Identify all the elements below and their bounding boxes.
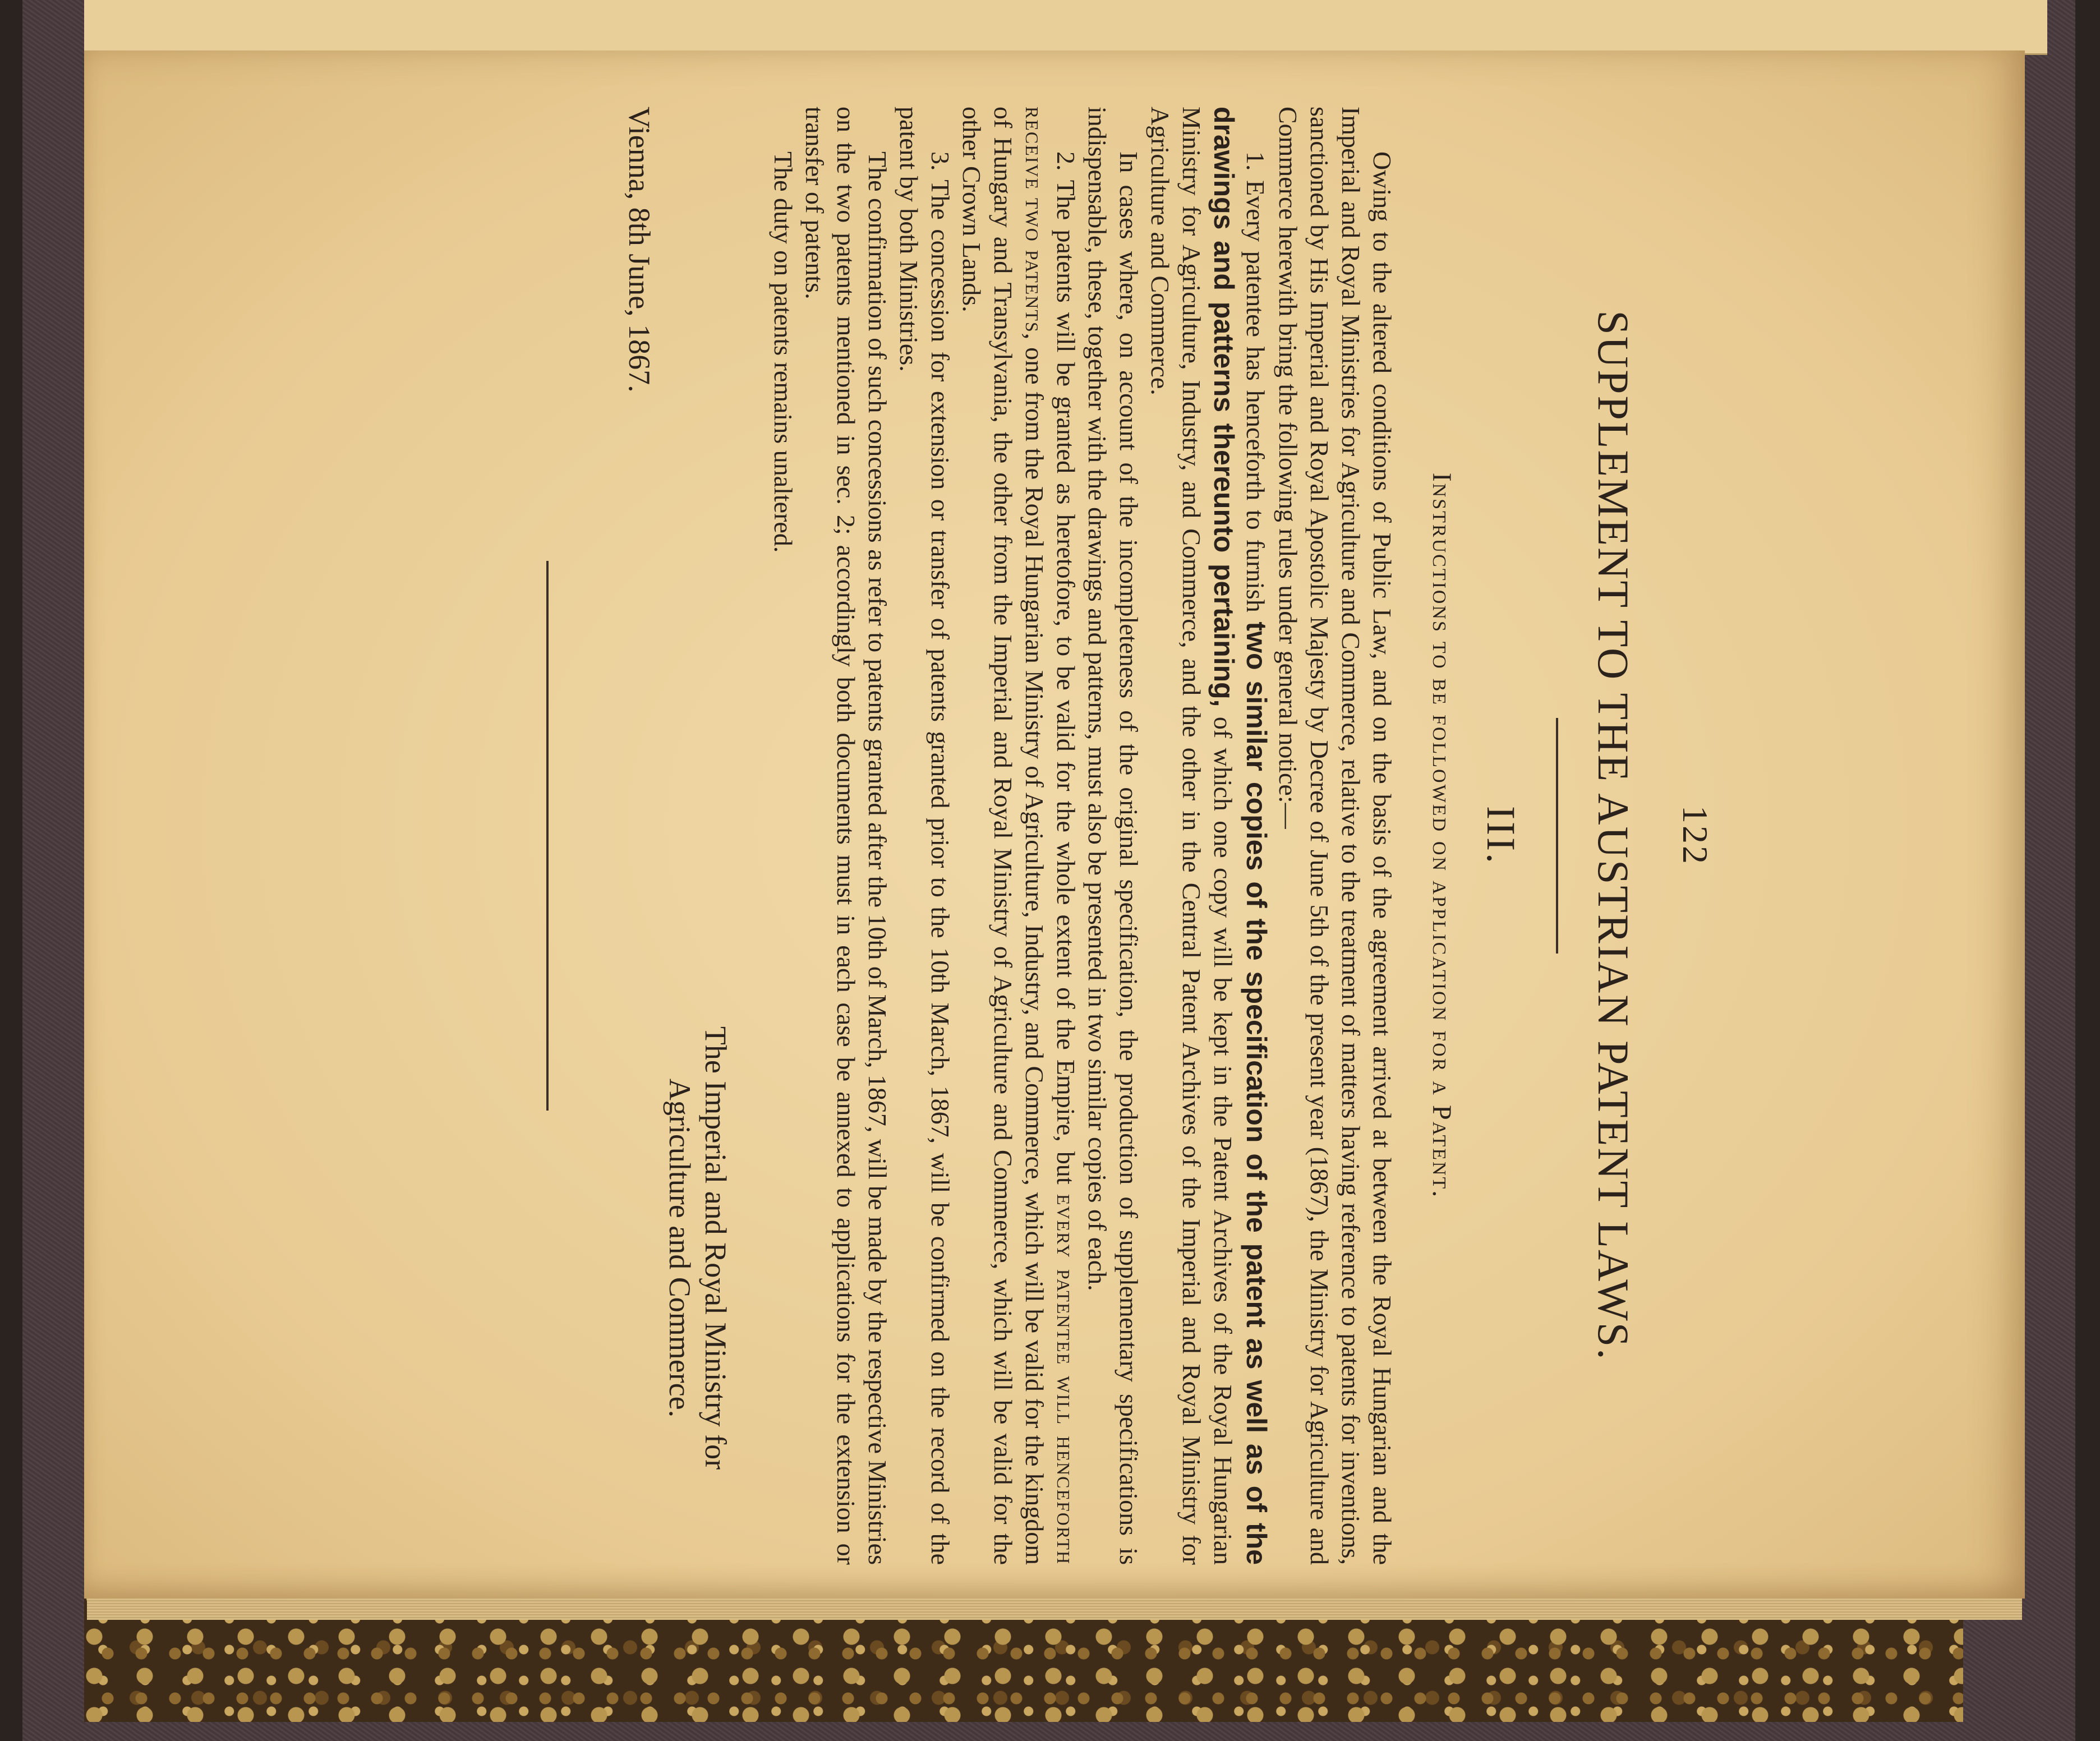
paragraph-rule-2: 2. The patents will be granted as heretofore, to be valid for the whole extent of the Empire, but every patentee will henceforth receive two patents, one from the Royal Hungarian Ministry of Agriculture, Industry, and Commerce, which will be valid for the kingdom of Hungary and Transylvania, the other from the Imperial and Royal Ministry of Agriculture and Commerce, which will be valid for the other Crown Lands.: [957, 107, 1080, 1565]
page-number: 122: [1675, 805, 1715, 866]
paragraph-rule-1: 1. Every patentee has henceforth to furnish two similar copies of the specification of the patent as well as of the drawings and patterns thereunto pertaining, of which one copy will be kept in the Patent Archives of the Royal Hungarian Ministry for Agriculture, Industry, and Commerce, and the other in the Central Patent Archives of the Imperial and Royal Ministry for Agriculture and Commerce.: [1146, 107, 1272, 1565]
paragraph-rule-3: 3. The concession for extension or transfer of patents granted prior to the 10th March, 1867, will be confirmed on the record of the patent by both Ministries.: [895, 107, 955, 1565]
paragraph-supplementary: In cases where, on account of the incompleteness of the original specification, the production of supplementary specifications is indispensable, these, together with the drawings and patterns, must also be presented in two similar copies of each.: [1083, 107, 1143, 1565]
signatory: [662, 954, 734, 1542]
emphasis-two-copies: two similar copies of the specification of the patent as well as of the drawings and patterns thereunto pertaining,: [1208, 107, 1272, 1565]
facing-page-edge: [84, 0, 2047, 55]
section-heading: Instructions to be followed on application for a Patent.: [1427, 472, 1457, 1199]
emphasis-two-patents: every patentee will henceforth receive two patents,: [1020, 107, 1080, 1565]
page-title: SUPPLEMENT TO THE AUSTRIAN PATENT LAWS.: [1589, 310, 1638, 1361]
signatory-line-1: The Imperial and Royal Ministry for: [699, 1026, 733, 1470]
place-date: Vienna, 8th June, 1867.: [623, 107, 656, 393]
closing-divider: [546, 561, 549, 1111]
paragraph-confirmation: The confirmation of such concessions as refer to patents granted after the 10th of March, 1867, will be made by the respective Ministries on the two patents mentioned in sec. 2; accordingly both documents must in each case be annexed to applications for the extension or transfer of patents.: [800, 107, 892, 1565]
section-number: III.: [1479, 806, 1523, 865]
paragraph-duty: The duty on patents remains unaltered.: [769, 151, 798, 553]
closing-block: [599, 107, 734, 1565]
rotated-text-block: [163, 107, 1715, 1565]
signatory-line-2: Agriculture and Commerce.: [663, 1078, 697, 1418]
book-page: [84, 50, 2025, 1599]
paragraph-preamble: Owing to the altered conditions of Public Law, and on the basis of the agreement arrived at between the Royal Hungarian and the Imperial and Royal Ministries for Agriculture and Commerce, relative to the treatment of matters having reference to patents for inventions, sanctioned by His Imperial and Royal Apostolic Majesty by Decree of June 5th of the present year (1867), the Ministry for Agriculture and Commerce herewith bring the following rules under general notice:—: [1274, 107, 1397, 1565]
title-divider: [1556, 718, 1558, 954]
